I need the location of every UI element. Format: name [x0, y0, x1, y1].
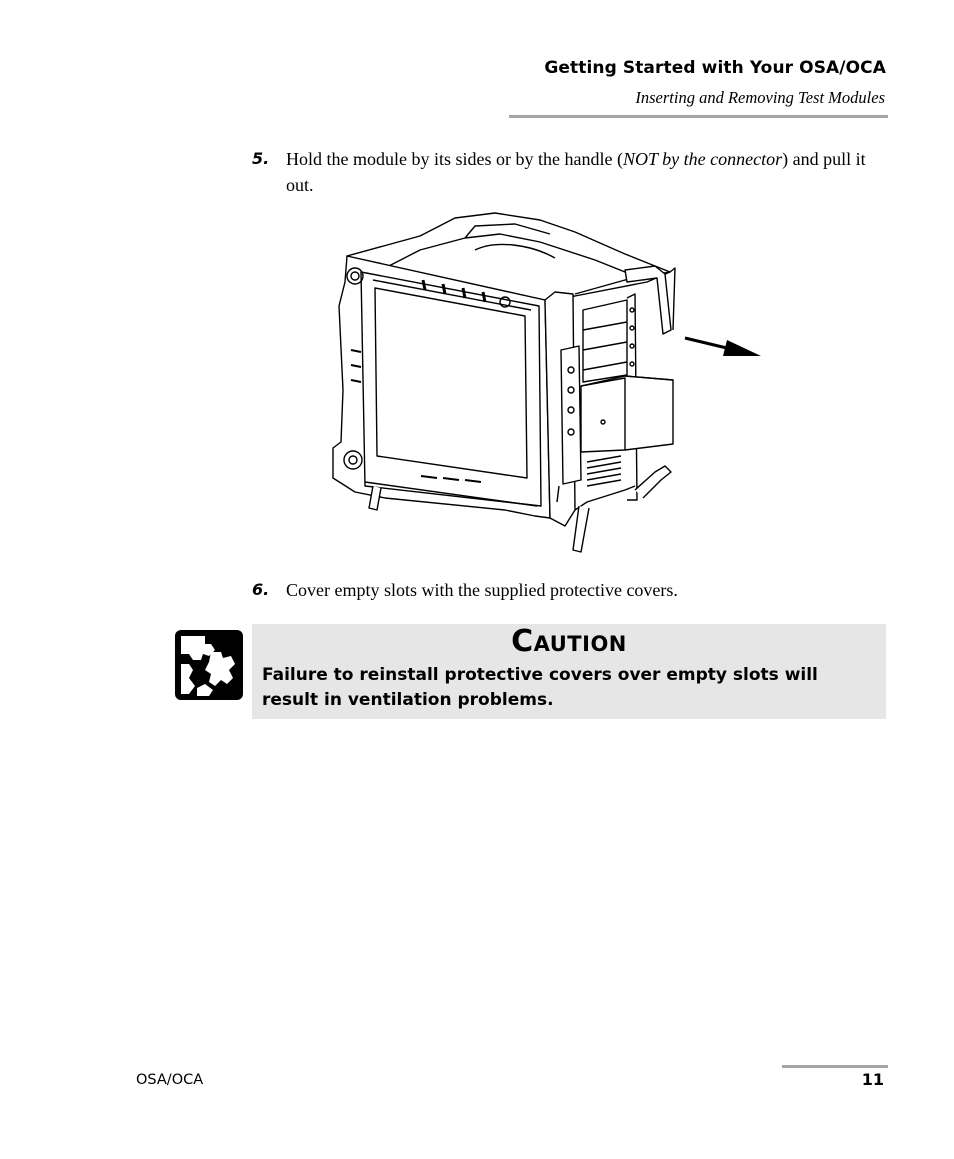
module-removal-illustration [325, 210, 770, 560]
caution-box [252, 624, 886, 719]
step-6 [252, 577, 892, 603]
page-number: 11 [861, 1070, 884, 1089]
footer-rule [782, 1065, 888, 1068]
step-text-emphasis: NOT by the connector [622, 149, 783, 169]
footer-product: OSA/OCA [136, 1072, 204, 1088]
step-number: 6. [252, 580, 270, 599]
caution-title: Caution [511, 624, 627, 659]
running-header-subtitle: Inserting and Removing Test Modules [635, 88, 885, 107]
step-text [286, 146, 892, 198]
caution-text: Failure to reinstall protective covers over empty slots will result in ventilation problems. [262, 665, 818, 710]
step-5 [252, 146, 892, 198]
step-text-start: Hold the module by its sides or by the handle ( [286, 149, 623, 169]
running-header-title: Getting Started with Your OSA/OCA [544, 58, 886, 78]
pull-direction-arrow [685, 338, 761, 356]
step-number: 5. [252, 149, 270, 168]
caution-gear-icon [175, 630, 243, 700]
header-rule [509, 115, 888, 118]
step-text-end: ) and pull it out. [286, 149, 866, 195]
step-text: Cover empty slots with the supplied protective covers. [286, 580, 678, 600]
